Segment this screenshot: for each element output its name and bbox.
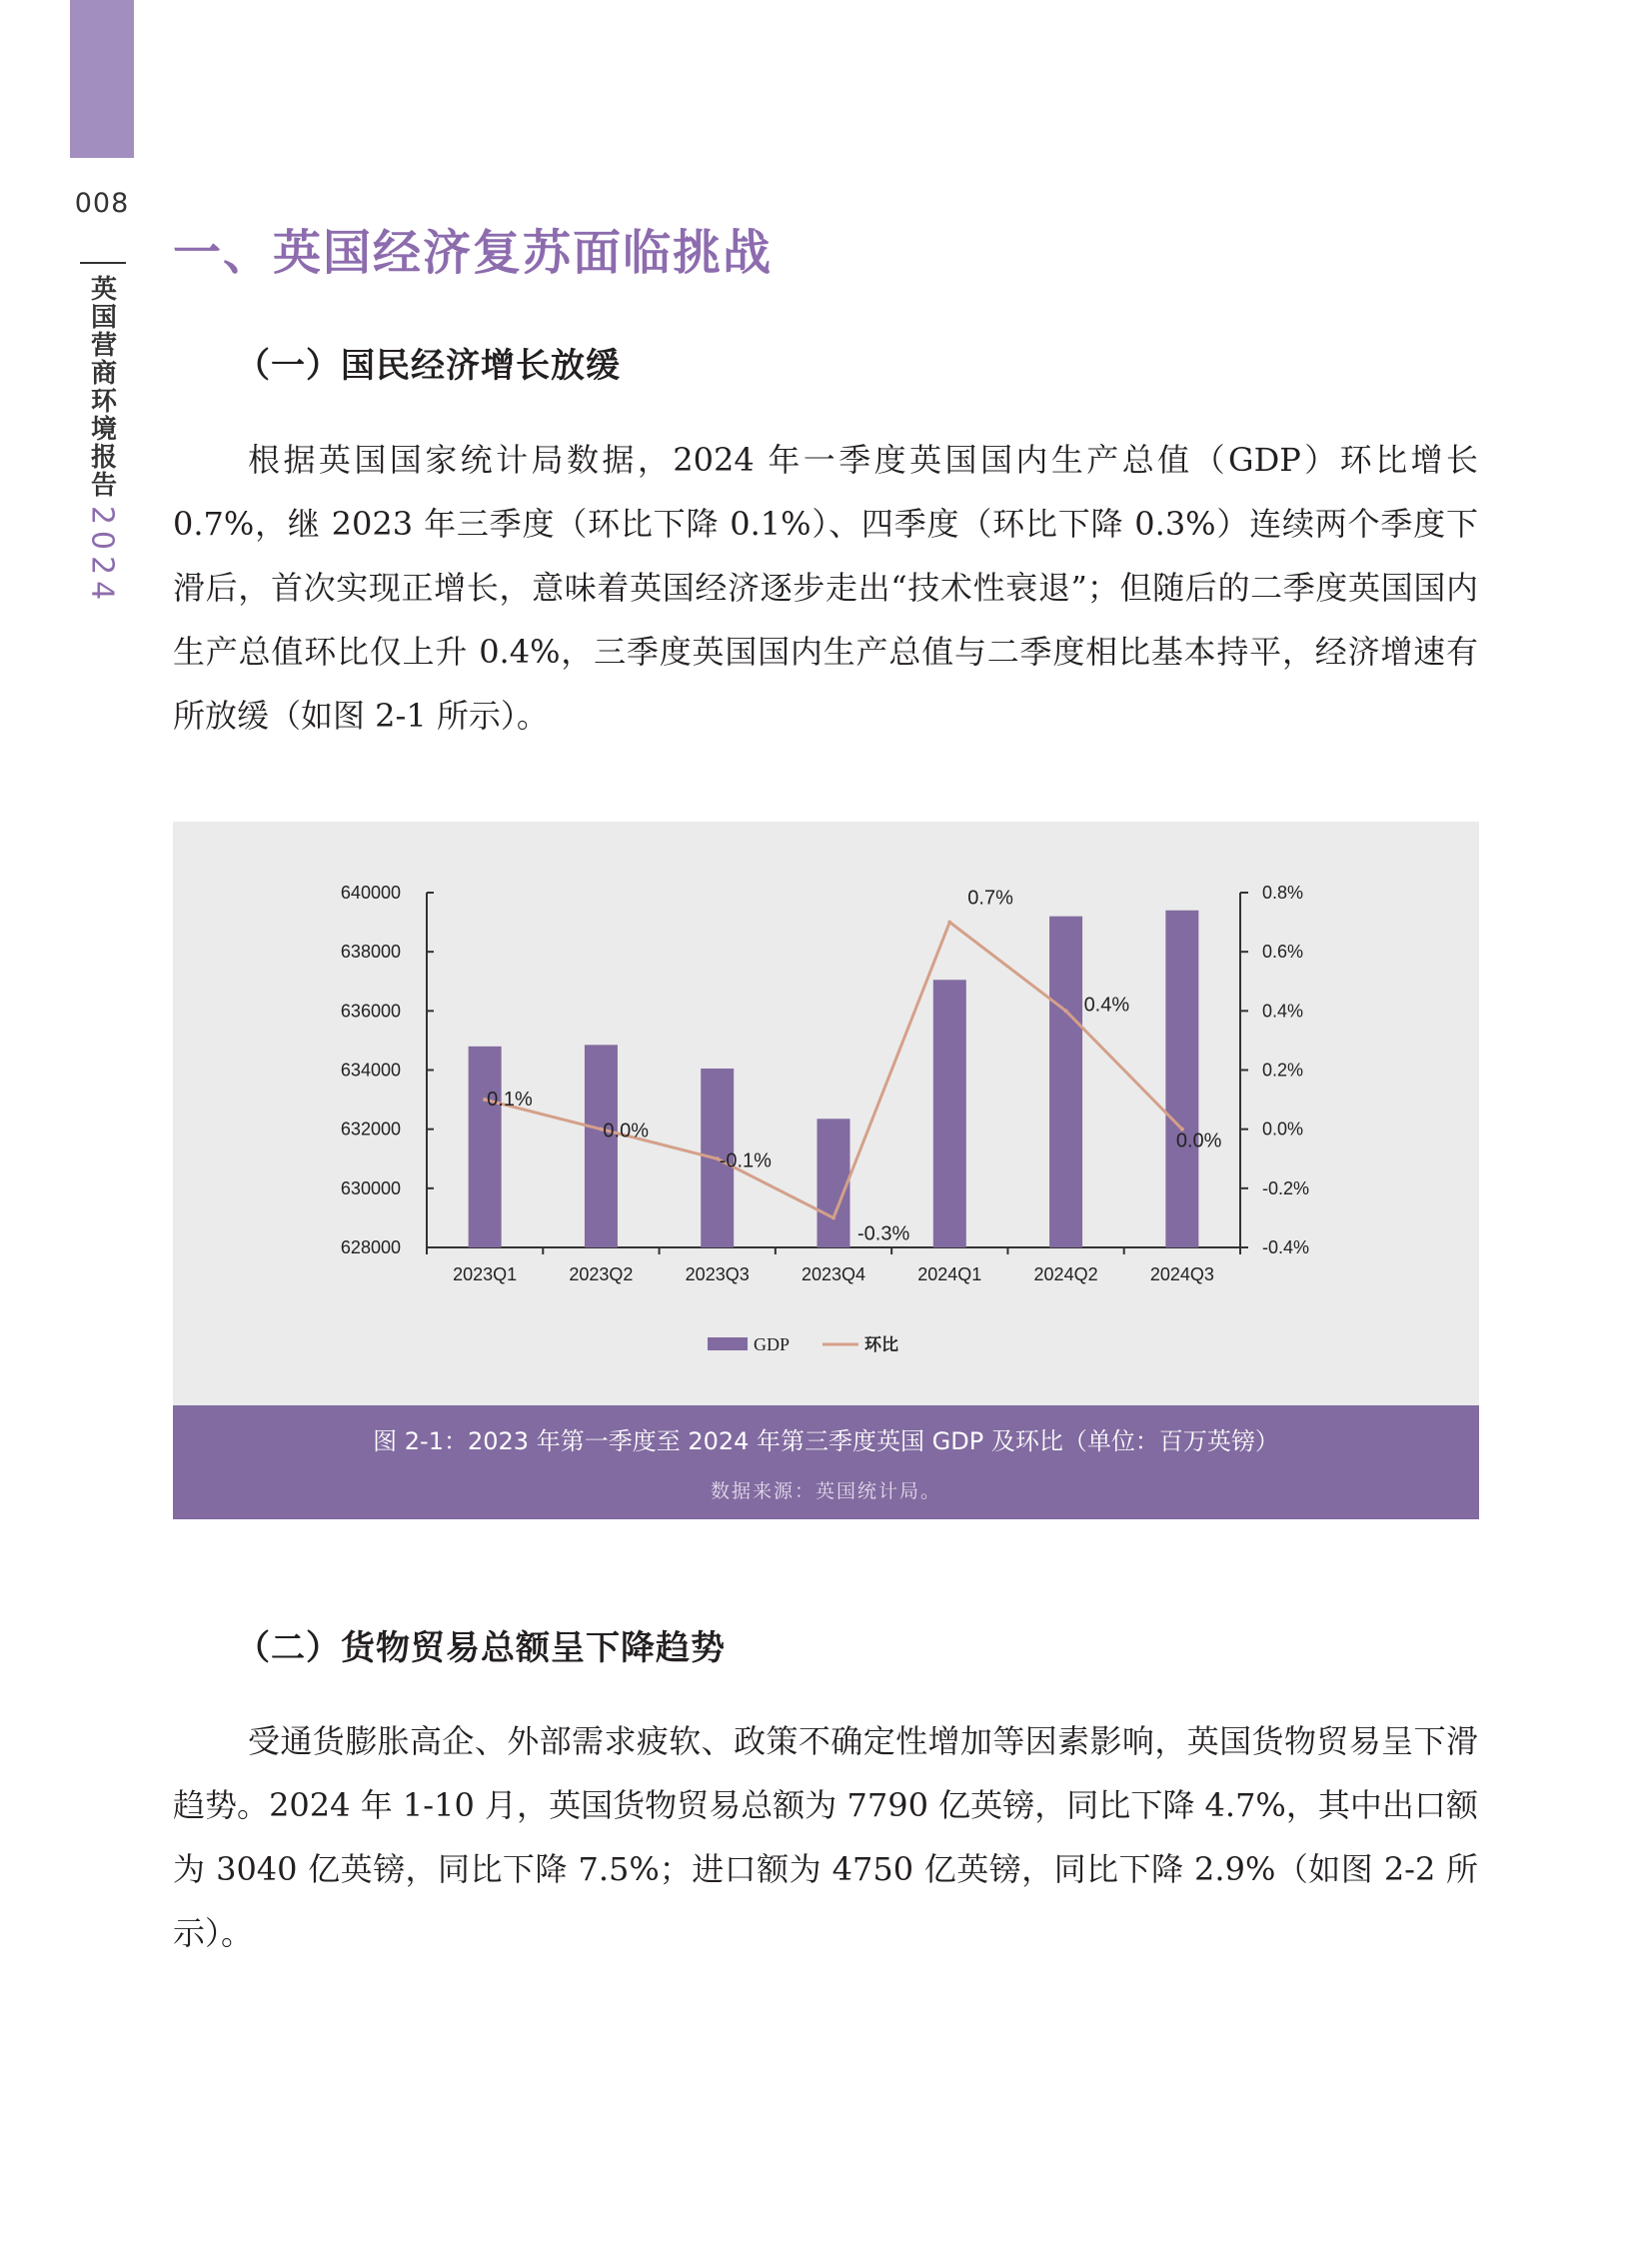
y-right-tick-label: 0.2%	[1262, 1060, 1304, 1081]
page-number: 008	[74, 188, 130, 219]
subsection-title-1: （一）国民经济增长放缓	[236, 346, 621, 386]
x-tick-label: 2024Q3	[1149, 1264, 1214, 1284]
y-right-tick-label: 0.6%	[1262, 942, 1304, 963]
qoq-point	[947, 921, 951, 925]
side-report-title: 英国营商环境报告	[90, 275, 117, 501]
subsection-title-2: （二）货物贸易总额呈下降趋势	[236, 1628, 726, 1668]
y-right-tick-label: 0.8%	[1262, 883, 1304, 903]
gdp-bar	[933, 980, 966, 1247]
qoq-data-label: -0.3%	[857, 1222, 910, 1245]
y-left-tick-label: 628000	[340, 1237, 401, 1257]
qoq-point	[831, 1215, 835, 1219]
figure-caption: 图 2-1：2023 年第一季度至 2024 年第三季度英国 GDP 及环比（单位：百万英镑）	[373, 1427, 1279, 1455]
y-left-tick-label: 634000	[340, 1060, 401, 1081]
section-title: 一、英国经济复苏面临挑战	[173, 225, 774, 281]
qoq-data-label: -0.1%	[719, 1149, 772, 1172]
y-left-tick-label: 638000	[340, 942, 401, 963]
side-divider	[80, 262, 126, 264]
figure-caption-box	[173, 1405, 1479, 1519]
paragraph-gdp: 根据英国国家统计局数据，2024 年一季度英国国内生产总值（GDP）环比增长 0.7%，继 2023 年三季度（环比下降 0.1%）、四季度（环比下降 0.3%）连续两个季度下滑后，首次实现正增长，意味着英国经济逐步走出“技术性衰退”；但随后的二季度英国国内生产总值环比仅上升 0.4%，三季度英国国内生产总值与二季度相比基本持平，经济增速有所放缓（如图 2-1 所示）。	[173, 441, 1478, 735]
legend-gdp-swatch	[708, 1337, 748, 1350]
y-left-tick-label: 630000	[340, 1177, 401, 1198]
legend-gdp-label: GDP	[754, 1334, 791, 1354]
y-left-tick-label: 632000	[340, 1119, 401, 1139]
gdp-bar	[1165, 911, 1198, 1247]
y-right-tick-label: 0.0%	[1262, 1119, 1304, 1139]
x-tick-label: 2023Q4	[801, 1264, 866, 1284]
y-left-tick-label: 636000	[340, 1001, 401, 1022]
figure-source: 数据来源：英国统计局。	[710, 1480, 941, 1502]
page-tab-marker	[70, 0, 134, 158]
y-right-tick-label: -0.4%	[1262, 1237, 1310, 1257]
side-year-text: 2024	[84, 505, 120, 607]
gdp-bar	[818, 1119, 850, 1247]
qoq-data-label: 0.7%	[967, 887, 1013, 910]
gdp-bar	[469, 1047, 502, 1247]
gdp-chart-svg	[173, 822, 1479, 1405]
x-tick-label: 2024Q1	[917, 1264, 982, 1284]
gdp-bar	[1049, 917, 1082, 1247]
x-tick-label: 2023Q1	[453, 1264, 518, 1284]
gdp-chart	[173, 822, 1479, 1405]
qoq-data-label: 0.0%	[1175, 1129, 1222, 1152]
x-tick-label: 2024Q2	[1033, 1264, 1098, 1284]
y-right-tick-label: -0.2%	[1262, 1177, 1310, 1198]
qoq-data-label: 0.1%	[487, 1089, 533, 1112]
qoq-data-label: 0.0%	[603, 1120, 650, 1142]
legend-qoq-label: 环比	[864, 1335, 898, 1354]
qoq-data-label: 0.4%	[1083, 994, 1130, 1017]
x-tick-label: 2023Q3	[685, 1264, 750, 1284]
gdp-bar	[585, 1045, 618, 1247]
x-tick-label: 2023Q2	[569, 1264, 634, 1284]
y-right-tick-label: 0.4%	[1262, 1001, 1304, 1022]
y-left-tick-label: 640000	[340, 883, 401, 903]
paragraph-trade: 受通货膨胀高企、外部需求疲软、政策不确定性增加等因素影响，英国货物贸易呈下滑趋势。2024 年 1-10 月，英国货物贸易总额为 7790 亿英镑，同比下降 4.7%，其中出口额为 3040 亿英镑，同比下降 7.5%；进口额为 4750 亿英镑，同比下降 2.9%（如图 2-2 所示）。	[173, 1722, 1478, 1952]
qoq-point	[1064, 1009, 1068, 1013]
side-report-year	[80, 505, 124, 607]
